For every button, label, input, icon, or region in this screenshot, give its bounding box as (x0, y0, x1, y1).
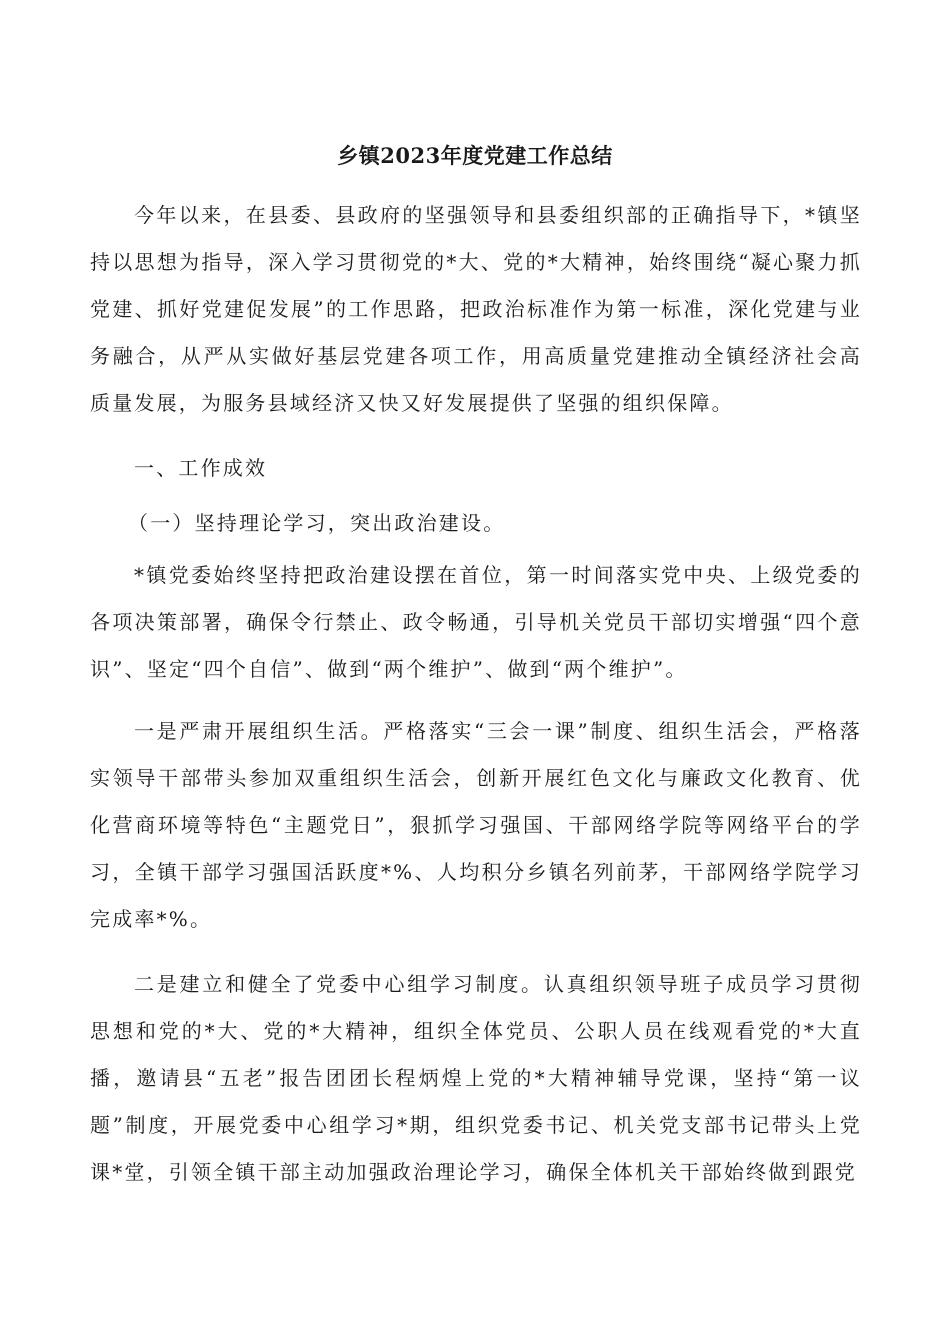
paragraph-organizational-life: 一是严肃开展组织生活。严格落实“三会一课”制度、组织生活会，严格落实领导干部带头参加双重组织生活会，创新开展红色文化与廉政文化教育、优化营商环境等特色“主题党日”，狠抓学习强国、干部网络学院等网络平台的学习，全镇干部学习强国活跃度*%、人均积分乡镇名列前茅，干部网络学院学习完成率*%。 (90, 719, 862, 931)
paragraph-political-building: *镇党委始终坚持把政治建设摆在首位，第一时间落实党中央、上级党委的各项决策部署，确保令行禁止、政令畅通，引导机关党员干部切实增强“四个意识”、坚定“四个自信”、做到“两个维护”、做到“两个维护”。 (90, 563, 862, 681)
intro-paragraph: 今年以来，在县委、县政府的坚强领导和县委组织部的正确指导下，*镇坚持以思想为指导，深入学习贯彻党的*大、党的*大精神，始终围绕“凝心聚力抓党建、抓好党建促发展”的工作思路，把政治标准作为第一标准，深化党建与业务融合，从严从实做好基层党建各项工作，用高质量党建推动全镇经济社会高质量发展，为服务县域经济又快又好发展提供了坚强的组织保障。 (90, 203, 862, 415)
paragraph-study-system: 二是建立和健全了党委中心组学习制度。认真组织领导班子成员学习贯彻思想和党的*大、党的*大精神，组织全体党员、公职人员在线观看党的*大直播，邀请县“五老”报告团团长程炳煌上党的*大精神辅导党课，坚持“第一议题”制度，开展党委中心组学习*期，组织党委书记、机关党支部书记带头上党课*堂，引领全镇干部主动加强政治理论学习，确保全体机关干部始终做到跟党 (90, 972, 862, 1184)
document-title: 乡镇2023年度党建工作总结 (337, 143, 613, 168)
section-heading-achievements: 一、工作成效 (134, 456, 268, 480)
subsection-heading-theory-study: （一）坚持理论学习，突出政治建设。 (128, 511, 506, 535)
